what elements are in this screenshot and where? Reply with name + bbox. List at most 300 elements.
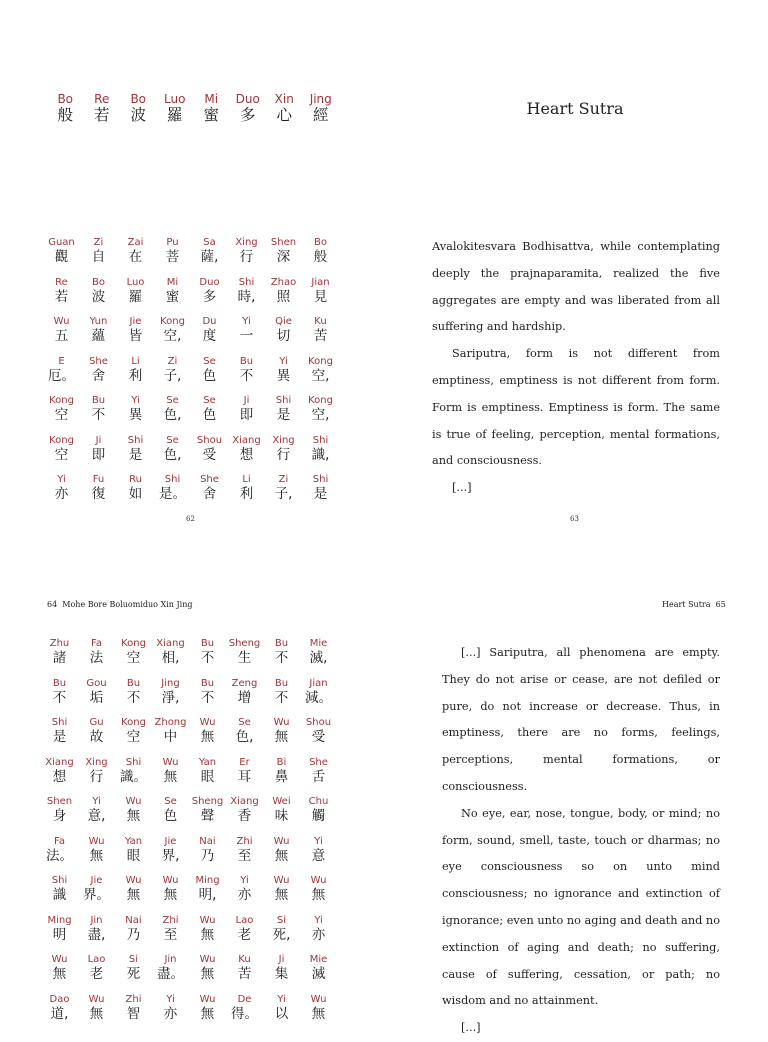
pinyin-label: Mie [309,638,328,649]
hanzi-character: 不 [91,407,106,423]
pinyin-label: Wu [310,993,327,1005]
pinyin-label: Shi [312,474,329,485]
pinyin-label: Wu [199,717,216,728]
pinyin-label: Wu [273,717,290,728]
pinyin-label: Du [202,316,217,327]
hanzi-character: 眼 [200,768,215,785]
pinyin-label: Bu [274,677,289,689]
hanzi-character: 深 [276,249,291,265]
character-cell [43,435,80,464]
pinyin-label: Yi [166,993,175,1005]
hanzi-character: 蜜 [203,106,219,124]
character-cell [152,757,189,786]
hanzi-character: 經 [312,106,329,124]
character-cell [115,836,152,865]
character-cell [43,395,80,424]
hanzi-character: 空 [54,446,69,463]
hanzi-character: 老 [89,966,104,982]
hanzi-character: 明 [52,926,67,943]
character-cell [154,435,191,464]
pinyin-label: Mie [309,954,328,965]
pinyin-label: Kong [121,638,146,649]
character-cell [115,994,152,1023]
pinyin-label: Sheng [228,638,261,649]
hanzi-character: 利 [128,367,143,384]
hanzi-character: 波 [91,288,106,305]
pinyin-label: Ku [314,316,327,327]
character-cell [115,717,152,746]
character-cell [117,435,154,464]
pinyin-label: Wei [272,796,291,807]
character-cell [191,237,228,266]
hanzi-character: 時, [237,288,256,305]
character-cell [78,638,115,667]
character-cell [228,395,265,424]
hanzi-character: 即 [239,407,254,423]
pinyin-label: Jing [309,92,332,106]
character-cell [41,836,78,865]
pinyin-label: Se [238,717,251,728]
character-cell [300,954,337,983]
hanzi-character: 舍 [202,486,217,502]
pinyin-label: Yi [242,316,251,327]
character-cell [152,796,189,825]
character-cell [263,875,300,904]
hanzi-character: 無 [274,847,289,864]
character-cell [152,994,189,1023]
character-cell [228,474,265,503]
paragraph: Avalokitesvara Bodhisattva, while contemplating deeply the prajnaparamita, realized the five aggregates are empty and was liberated from all suffering and hardship. [432,240,720,334]
hanzi-character: 不 [274,689,289,706]
pinyin-label: Ku [238,954,251,965]
hanzi-character: 道, [50,1005,69,1022]
running-head-right [662,600,726,609]
pinyin-label: Shou [305,717,332,728]
character-cell [300,757,337,786]
hanzi-character: 乃 [126,926,141,943]
hanzi-character: 見 [313,288,328,305]
pinyin-label: Se [203,395,216,406]
hanzi-character: 以 [274,1005,289,1022]
pinyin-label: Ji [243,395,250,406]
pinyin-label: Lao [235,914,254,926]
character-cell [189,915,226,944]
pinyin-label: Wu [199,954,216,965]
pinyin-label: Fa [91,638,102,649]
hanzi-character: 至 [163,926,178,943]
hanzi-character: 空 [54,407,69,423]
pinyin-label: Xiang [232,434,261,446]
character-cell [41,717,78,746]
pinyin-label: Mi [204,92,219,106]
pinyin-label: Ji [278,954,285,965]
hanzi-character: 故 [89,729,104,745]
character-cell [300,994,337,1023]
hanzi-character: 無 [311,1005,326,1022]
character-cell [300,915,337,944]
character-cell [228,237,265,266]
hanzi-character: 智 [126,1005,141,1022]
pinyin-label: Kong [308,395,333,406]
hanzi-character: 無 [163,887,178,903]
hanzi-character: 聲 [200,808,215,824]
character-cell [302,435,339,464]
pinyin-label: Shi [51,717,68,728]
hanzi-character: 色, [163,407,182,423]
chapter-title: Heart Sutra [526,99,624,118]
character-cell [189,757,226,786]
folio-63: 63 [570,515,579,523]
character-cell [265,237,302,266]
character-cell [302,237,339,266]
running-head-left [47,600,193,609]
hanzi-character: 生 [237,650,252,666]
hanzi-character: 味 [274,808,289,824]
hanzi-character: 不 [274,650,289,666]
hanzi-character: 無 [200,729,215,745]
paragraph: [...] [461,1021,481,1035]
hanzi-character: 識, [311,446,330,463]
paragraph: No eye, ear, nose, tongue, body, or mind; no form, sound, smell, taste, touch or dharmas; no eye consciousness so on unto mind consciousness; no ignorance and extinction of ignorance; even unto no aging and death and no extinction of aging and death; no suffering, cause of suffering, cessation, or path; no wisdom and no attainment. [442,806,720,1008]
pinyin-label: Wu [88,835,105,847]
hanzi-character: 色 [202,367,217,384]
sutra-text-grid-p62 [43,237,339,503]
hanzi-character: 心 [276,106,292,124]
hanzi-character: 苦 [313,328,328,344]
character-cell [152,954,189,983]
character-cell [117,277,154,306]
hanzi-character: 不 [200,689,215,706]
hanzi-character: 老 [237,926,252,943]
hanzi-character: 香 [237,808,252,824]
hanzi-character: 苦 [237,966,252,982]
character-cell [78,678,115,707]
pinyin-label: Xing [85,756,108,768]
pinyin-label: Ming [195,875,220,886]
character-cell [152,717,189,746]
character-cell [78,954,115,983]
pinyin-label: Bu [200,638,215,649]
character-cell [115,954,152,983]
pinyin-label: Yi [57,474,66,485]
character-cell [300,796,337,825]
pinyin-label: Bo [57,92,74,106]
pinyin-label: Se [166,434,179,446]
pinyin-label: Se [166,395,179,406]
hanzi-character: 集 [274,966,289,982]
character-cell [191,435,228,464]
character-cell [191,316,228,345]
pinyin-label: Wu [310,875,327,886]
character-cell [265,474,302,503]
pinyin-label: Duo [235,92,260,106]
pinyin-label: Kong [49,395,74,406]
character-cell [226,836,263,865]
character-cell [193,92,230,125]
hanzi-character: 舌 [311,768,326,785]
pinyin-label: Bu [239,355,254,367]
hanzi-character: 相, [161,650,180,666]
pinyin-label: Se [164,796,177,807]
character-cell [263,915,300,944]
character-cell [226,875,263,904]
pinyin-label: Wu [199,993,216,1005]
pinyin-label: Yun [89,316,108,327]
hanzi-character: 無 [163,768,178,785]
character-cell [41,796,78,825]
hanzi-character: 子, [163,367,182,384]
pinyin-label: Jie [90,875,103,886]
pinyin-label: Wu [162,875,179,886]
character-cell [43,356,80,385]
pinyin-label: Zhu [49,638,70,649]
hanzi-character: 至 [237,847,252,864]
character-cell [265,395,302,424]
character-cell [117,474,154,503]
pinyin-label: Jian [311,276,330,288]
pinyin-label: E [58,355,65,367]
hanzi-character: 子, [274,486,293,502]
pinyin-label: Shi [51,875,68,886]
character-cell [78,915,115,944]
hanzi-character: 中 [163,729,178,745]
character-cell [226,678,263,707]
character-cell [152,875,189,904]
hanzi-character: 行 [89,768,104,785]
character-cell [78,796,115,825]
hanzi-character: 空, [311,407,330,423]
character-cell [78,836,115,865]
hanzi-character: 蘊 [91,328,106,344]
pinyin-label: Nai [125,914,142,926]
character-cell [226,717,263,746]
hanzi-character: 死, [272,926,291,943]
pinyin-label: De [237,993,252,1005]
character-cell [189,875,226,904]
hanzi-character: 乃 [200,847,215,864]
character-cell [263,836,300,865]
hanzi-character: 死 [126,966,141,982]
hanzi-character: 舍 [91,367,106,384]
hanzi-character: 無 [274,729,289,745]
pinyin-label: Dao [49,993,70,1005]
character-cell [265,316,302,345]
hanzi-character: 識 [52,887,67,903]
pinyin-label: Gu [89,717,104,728]
character-cell [228,277,265,306]
hanzi-character: 若 [54,288,69,305]
hanzi-character: 無 [200,966,215,982]
pinyin-label: Bo [314,237,327,248]
hanzi-character: 意, [87,808,106,824]
hanzi-character: 法。 [46,847,73,864]
character-cell [41,875,78,904]
pinyin-label: Fa [54,835,65,847]
pinyin-label: Xiang [156,638,185,649]
character-cell [80,474,117,503]
character-cell [300,836,337,865]
pinyin-label: Nai [199,835,216,847]
character-cell [115,757,152,786]
pinyin-label: Re [55,276,68,288]
hanzi-character: 即 [91,446,106,463]
pinyin-label: Wu [125,875,142,886]
pinyin-label: Xing [272,434,295,446]
hanzi-character: 法 [89,650,104,666]
character-cell [41,678,78,707]
character-cell [117,395,154,424]
hanzi-character: 無 [126,808,141,824]
pinyin-label: Jin [164,954,177,965]
character-cell [263,717,300,746]
character-cell [80,356,117,385]
pinyin-label: Mi [166,276,179,288]
hanzi-character: 若 [93,106,110,124]
hanzi-character: 不 [126,689,141,706]
hanzi-character: 無 [200,926,215,943]
hanzi-character: 空 [126,729,141,745]
pinyin-label: Kong [49,434,74,446]
character-cell [228,435,265,464]
character-cell [78,875,115,904]
hanzi-character: 想 [52,768,67,785]
character-cell [263,757,300,786]
pinyin-label: Li [242,474,251,485]
hanzi-character: 多 [239,106,256,124]
pinyin-label: Zhao [270,276,297,288]
character-cell [41,994,78,1023]
character-cell [263,796,300,825]
character-cell [41,638,78,667]
hanzi-character: 是 [128,446,143,463]
character-cell [115,875,152,904]
pinyin-label: Wu [162,756,179,768]
character-cell [41,915,78,944]
character-cell [300,678,337,707]
pinyin-label: Luo [126,276,145,288]
hanzi-character: 淨, [161,689,180,706]
hanzi-character: 受 [202,446,217,463]
character-cell [80,237,117,266]
hanzi-character: 度 [202,328,217,344]
character-cell [41,954,78,983]
running-head-title: Heart Sutra [662,600,711,609]
pinyin-label: Xiang [45,756,74,768]
pinyin-label: Yi [314,914,323,926]
hanzi-character: 行 [276,446,291,463]
character-cell [78,757,115,786]
hanzi-character: 切 [276,328,291,344]
pinyin-label: Yi [92,796,101,807]
pinyin-label: Zhi [162,914,179,926]
character-cell [154,237,191,266]
hanzi-character: 無 [52,966,67,982]
folio-62: 62 [186,515,195,523]
hanzi-character: 皆 [128,328,143,344]
character-cell [152,638,189,667]
pinyin-label: Zi [278,474,289,485]
pinyin-label: Xin [274,92,294,106]
pinyin-label: Shi [238,276,255,288]
hanzi-character: 是 [276,407,291,423]
pinyin-label: Li [131,355,140,367]
translation-text-p65 [442,640,720,1042]
pinyin-label: Kong [308,355,333,367]
hanzi-character: 滅 [311,966,326,982]
pinyin-label: Ming [47,914,72,926]
pinyin-label: Re [94,92,110,106]
paragraph: Sariputra, form is not different from emptiness, emptiness is not different from form. Form is emptiness. Emptiness is form. The same is true of feeling, perception, mental formations, and consciousness. [432,347,720,468]
pinyin-label: Fu [92,474,105,485]
character-cell [115,678,152,707]
sutra-text-grid-p64 [41,638,337,1023]
pinyin-label: Yi [131,395,140,406]
character-cell [117,237,154,266]
hanzi-character: 不 [239,367,254,384]
character-cell [189,994,226,1023]
translation-text-p63 [432,234,720,502]
character-cell [300,717,337,746]
pinyin-label: Shi [275,395,292,406]
character-cell [302,474,339,503]
character-cell [302,277,339,306]
hanzi-character: 盡, [87,926,106,943]
character-cell [78,994,115,1023]
pinyin-label: Wu [53,316,70,327]
hanzi-character: 是 [313,486,328,502]
pinyin-label: Jie [164,835,177,847]
pinyin-label: Se [203,355,216,367]
character-cell [263,678,300,707]
character-cell [120,92,157,125]
hanzi-character: 諸 [52,650,67,666]
hanzi-character: 增 [237,689,252,706]
pinyin-label: Si [128,954,139,965]
pinyin-label: Bu [91,395,106,406]
hanzi-character: 行 [239,249,254,265]
pinyin-label: Wu [273,875,290,886]
character-cell [302,356,339,385]
hanzi-character: 無 [89,1005,104,1022]
character-cell [228,316,265,345]
character-cell [80,277,117,306]
hanzi-character: 般 [57,106,73,124]
pinyin-label: Zhi [125,993,142,1005]
hanzi-character: 是。 [159,486,186,502]
character-cell [189,954,226,983]
character-cell [115,915,152,944]
hanzi-character: 照 [276,288,291,305]
character-cell [266,92,303,125]
character-cell [263,954,300,983]
character-cell [154,277,191,306]
character-cell [263,994,300,1023]
character-cell [152,836,189,865]
character-cell [78,717,115,746]
pinyin-label: Shi [127,434,144,446]
character-cell [43,277,80,306]
hanzi-character: 耳 [237,768,252,785]
character-cell [226,954,263,983]
pinyin-label: Guan [48,237,75,248]
hanzi-character: 薩, [200,249,219,265]
pinyin-label: Shi [312,434,329,446]
pinyin-label: Zi [167,355,178,367]
hanzi-character: 不 [200,650,215,666]
pinyin-label: Jian [309,677,328,689]
pinyin-label: Zhong [154,717,187,728]
hanzi-character: 亦 [54,486,69,502]
